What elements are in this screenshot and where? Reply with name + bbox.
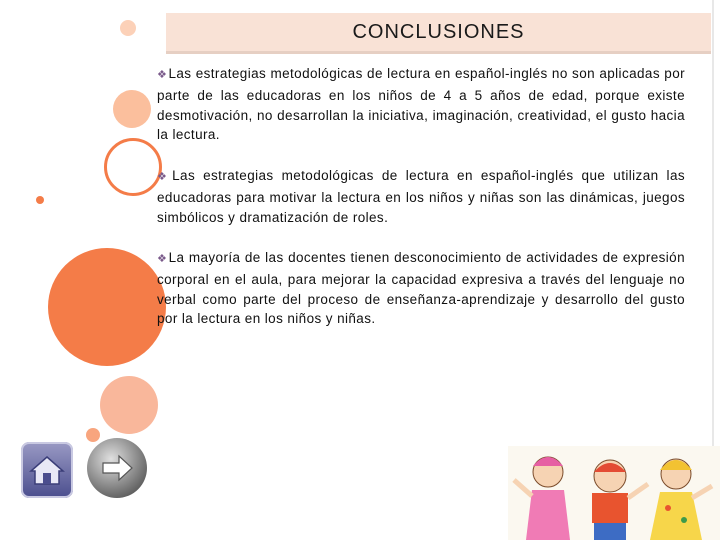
conclusion-paragraph	[157, 248, 685, 329]
title-bar	[166, 13, 711, 54]
decorative-circle	[100, 376, 158, 434]
conclusion-text: La mayoría de las docentes tienen desconocimiento de actividades de expresión corporal en el aula, para mejorar la capacidad expresiva a través del lenguaje no verbal como parte del proceso de enseñanza-aprendizaje y desarrollo del gusto por la lectura en los niños y niñas.	[157, 250, 685, 327]
conclusion-paragraph	[157, 64, 685, 145]
decorative-circle-large	[48, 248, 166, 366]
children-illustration	[508, 446, 720, 540]
decorative-ring	[104, 138, 162, 196]
diamond-bullet-icon: ❖	[157, 171, 172, 183]
conclusion-text: Las estrategias metodológicas de lectura en español-inglés no son aplicadas por parte de las educadoras en los niños de 4 a 5 años de edad, porque existe desmotivación, no desarrollan la iniciativa, imaginación, creatividad, el gusto hacia la lectura.	[157, 66, 686, 143]
slide-title: CONCLUSIONES	[352, 20, 525, 43]
diamond-bullet-icon: ❖	[157, 253, 168, 265]
conclusion-text: Las estrategias metodológicas de lectura en español-inglés que utilizan las educadoras para motivar la lectura en los niños y niñas son las dinámicas, juegos simbólicos y dramatización de roles.	[157, 168, 685, 225]
arrow-right-icon	[97, 448, 137, 488]
decorative-circle	[113, 90, 151, 128]
home-button[interactable]	[21, 442, 73, 498]
next-button[interactable]	[87, 438, 147, 498]
decorative-dot	[36, 196, 44, 204]
conclusion-paragraph	[157, 166, 685, 227]
decorative-circle	[120, 20, 136, 36]
slide-edge	[712, 0, 714, 460]
diamond-bullet-icon: ❖	[157, 69, 168, 81]
decorative-dot	[86, 428, 100, 442]
home-icon	[28, 451, 66, 489]
